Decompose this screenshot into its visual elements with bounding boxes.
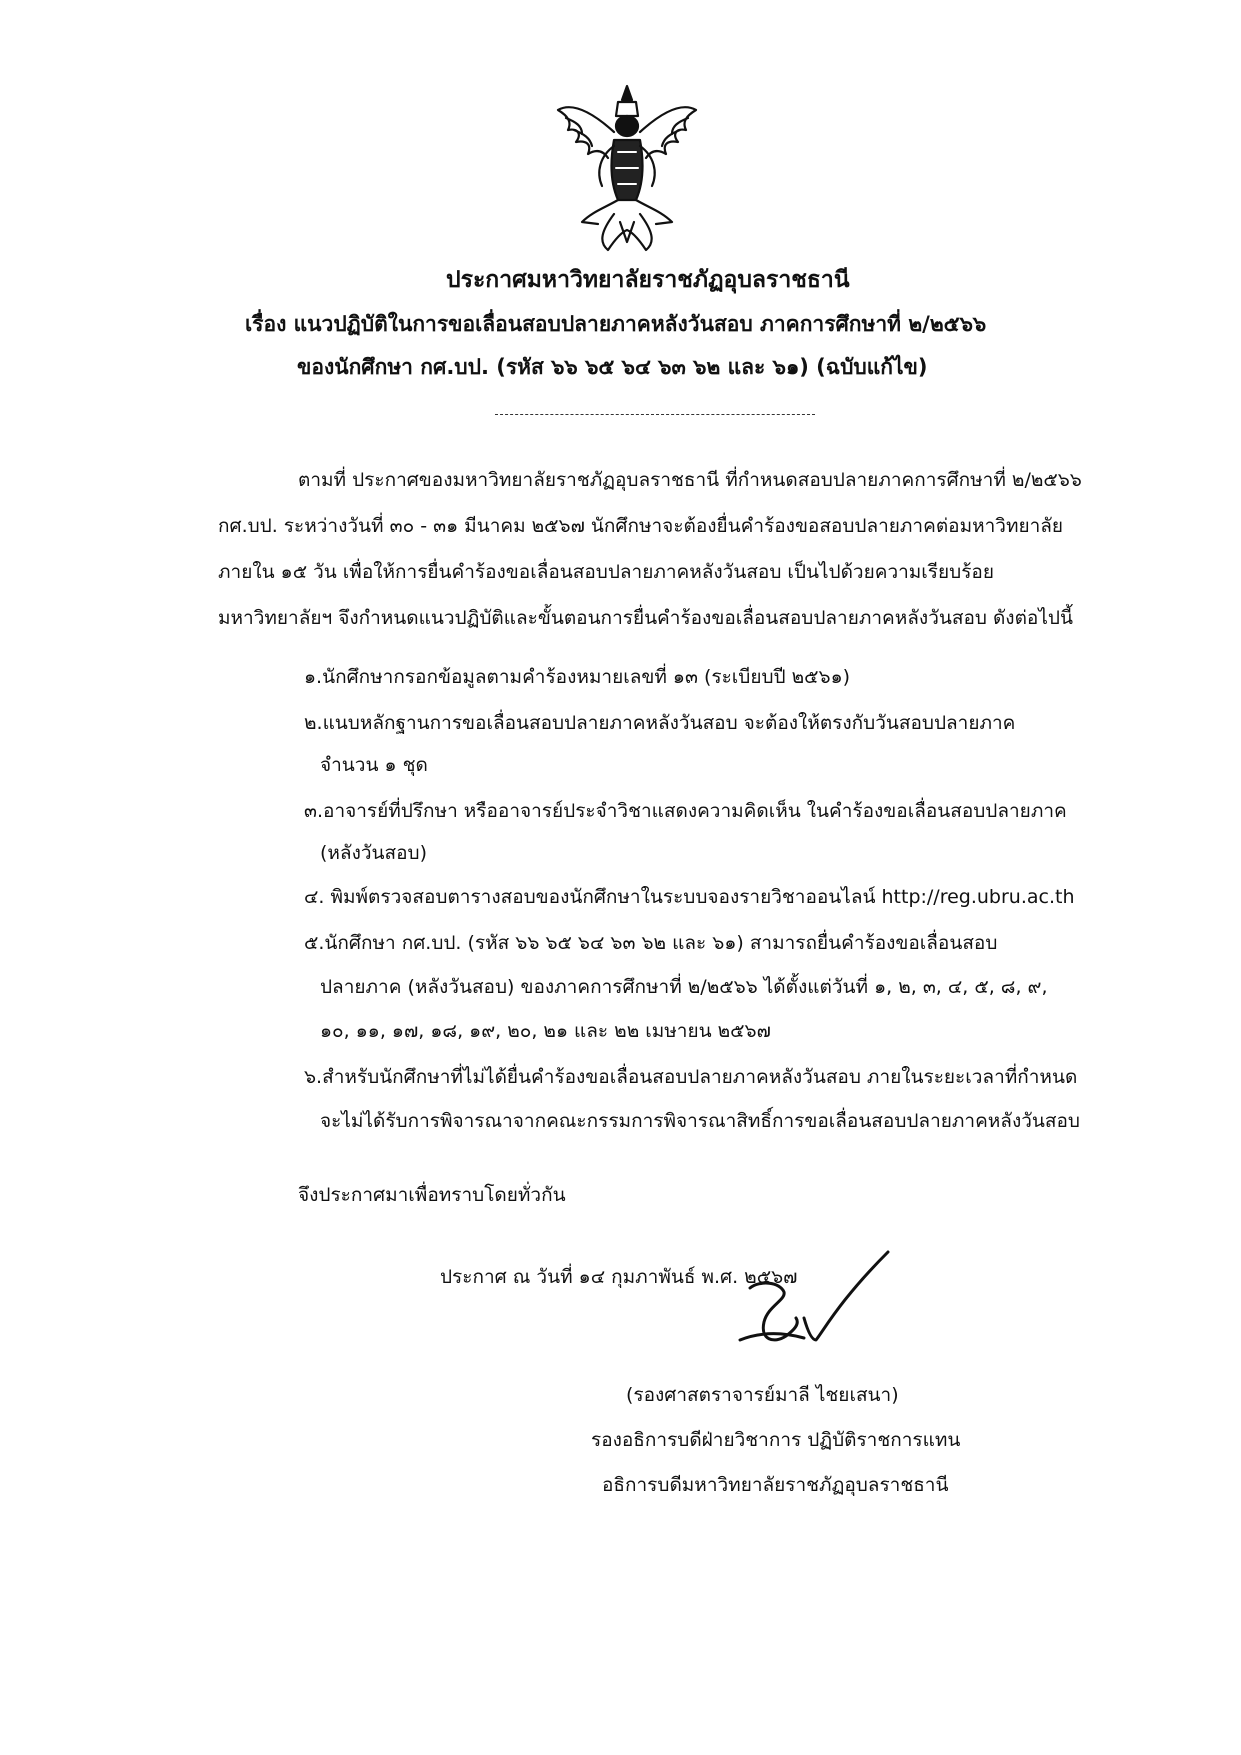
intro-line-2: กศ.บป. ระหว่างวันที่ ๓๐ - ๓๑ มีนาคม ๒๕๖๗ นักศึกษาจะต้องยื่นคำร้องขอสอบปลายภาคต่อมหาวิทยาลัย (218, 515, 1064, 537)
divider (495, 414, 815, 415)
signatory-position-1: รองอธิการบดีฝ่ายวิชาการ ปฏิบัติราชการแทน (591, 1429, 961, 1451)
list-item-4: ๔. พิมพ์ตรวจสอบตารางสอบของนักศึกษาในระบบจองรายวิชาออนไลน์ http://reg.ubru.ac.th (304, 886, 1075, 908)
subject-line-2: ของนักศึกษา กศ.บป. (รหัส ๖๖ ๖๕ ๖๔ ๖๓ ๖๒ และ ๖๑) (ฉบับแก้ไข) (297, 355, 928, 379)
list-item-6: ๖.สำหรับนักศึกษาที่ไม่ได้ยื่นคำร้องขอเลื่อนสอบปลายภาคหลังวันสอบ ภายในระยะเวลาที่กำหนด (304, 1066, 1078, 1088)
signatory-name: (รองศาสตราจารย์มาลี ไชยเสนา) (626, 1384, 899, 1406)
intro-line-4: มหาวิทยาลัยฯ จึงกำหนดแนวปฏิบัติและขั้นตอนการยื่นคำร้องขอเลื่อนสอบปลายภาคหลังวันสอบ ดังต่อไปนี้ (218, 607, 1073, 629)
closing-line: จึงประกาศมาเพื่อทราบโดยทั่วกัน (298, 1184, 566, 1206)
list-item-6-cont: จะไม่ได้รับการพิจารณาจากคณะกรรมการพิจารณาสิทธิ์การขอเลื่อนสอบปลายภาคหลังวันสอบ (320, 1110, 1080, 1132)
intro-line-1: ตามที่ ประกาศของมหาวิทยาลัยราชภัฏอุบลราชธานี ที่กำหนดสอบปลายภาคการศึกษาที่ ๒/๒๕๖๖ (298, 469, 1082, 491)
subject-line: เรื่อง แนวปฏิบัติในการขอเลื่อนสอบปลายภาคหลังวันสอบ ภาคการศึกษาที่ ๒/๒๕๖๖ (245, 312, 987, 336)
list-item-5: ๕.นักศึกษา กศ.บป. (รหัส ๖๖ ๖๕ ๖๔ ๖๓ ๖๒ และ ๖๑) สามารถยื่นคำร้องขอเลื่อนสอบ (304, 932, 998, 954)
list-item-3: ๓.อาจารย์ที่ปรึกษา หรืออาจารย์ประจำวิชาแสดงความคิดเห็น ในคำร้องขอเลื่อนสอบปลายภาค (304, 800, 1067, 822)
list-item-1: ๑.นักศึกษากรอกข้อมูลตามคำร้องหมายเลขที่ ๑๓ (ระเบียบปี ๒๕๖๑) (304, 666, 851, 688)
list-item-2-cont: จำนวน ๑ ชุด (320, 754, 428, 776)
list-item-3-cont: (หลังวันสอบ) (320, 842, 427, 864)
signatory-position-2: อธิการบดีมหาวิทยาลัยราชภัฏอุบลราชธานี (602, 1474, 949, 1496)
handwritten-signature (720, 1240, 900, 1370)
list-item-5-cont-2: ๑๐, ๑๑, ๑๗, ๑๘, ๑๙, ๒๐, ๒๑ และ ๒๒ เมษายน ๒๕๖๗ (320, 1020, 771, 1042)
announcement-title: ประกาศมหาวิทยาลัยราชภัฏอุบลราชธานี (446, 267, 850, 293)
date-line: ประกาศ ณ วันที่ ๑๔ กุมภาพันธ์ พ.ศ. ๒๕๖๗ (440, 1266, 798, 1288)
list-item-2: ๒.แนบหลักฐานการขอเลื่อนสอบปลายภาคหลังวันสอบ จะต้องให้ตรงกับวันสอบปลายภาค (304, 712, 1016, 734)
garuda-emblem-icon (552, 82, 702, 254)
list-item-5-cont: ปลายภาค (หลังวันสอบ) ของภาคการศึกษาที่ ๒/๒๕๖๖ ได้ตั้งแต่วันที่ ๑, ๒, ๓, ๔, ๕, ๘, ๙, (320, 976, 1048, 998)
intro-line-3: ภายใน ๑๕ วัน เพื่อให้การยื่นคำร้องขอเลื่อนสอบปลายภาคหลังวันสอบ เป็นไปด้วยความเรียบร้อย (218, 561, 994, 583)
